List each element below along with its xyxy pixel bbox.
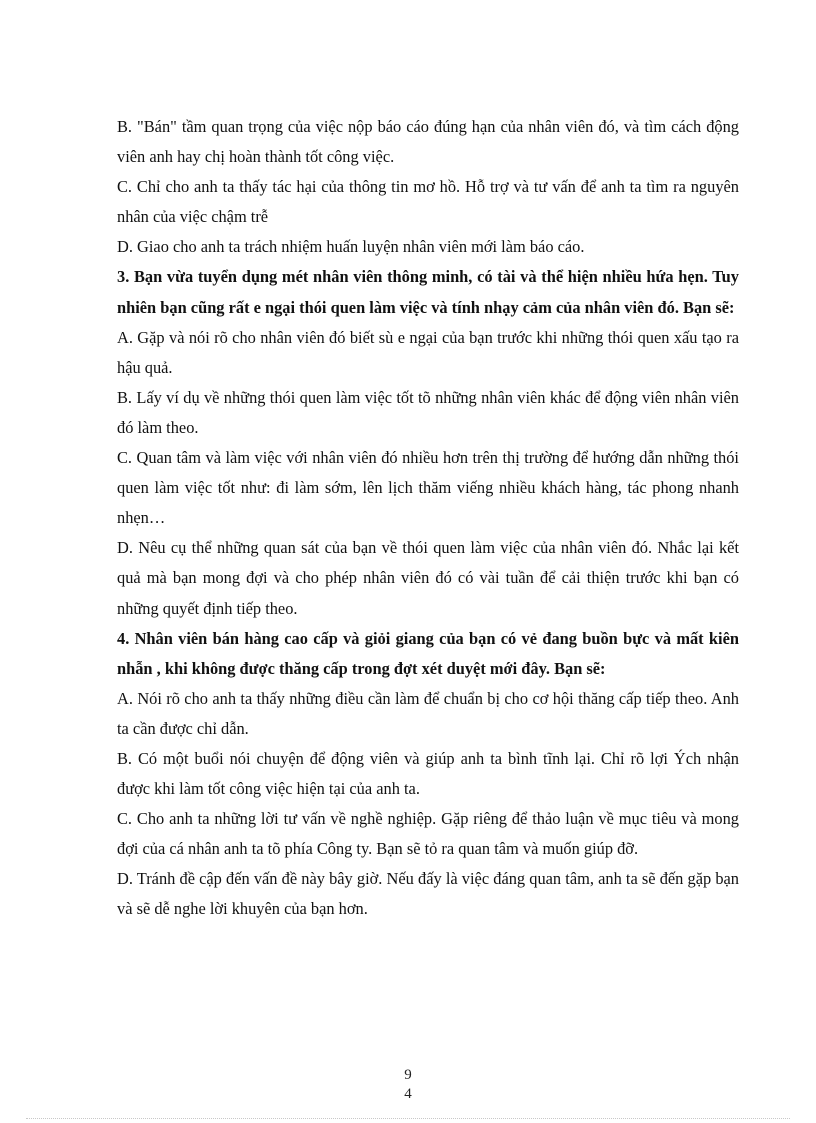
question-3-option-c: C. Quan tâm và làm việc với nhân viên đó nhiều hơn trên thị trường để hướng dẫn những thói quen làm việc tốt như: đi làm sớm, lên lịch thăm viếng nhiều khách hàng, tác phong nhanh nhẹn…: [117, 448, 739, 528]
question-4-option-a: A. Nói rõ cho anh ta thấy những điều cần làm để chuẩn bị cho cơ hội thăng cấp tiếp theo. Anh ta cần được chỉ dẫn.: [117, 688, 739, 738]
option-c-previous: C. Chỉ cho anh ta thấy tác hại của thông tin mơ hồ. Hỗ trợ và tư vấn để anh ta tìm ra nguyên nhân của việc chậm trễ: [117, 177, 739, 227]
page-number: [0, 1066, 816, 1104]
question-3: 3. Bạn vừa tuyển dụng mét nhân viên thông minh, có tài và thể hiện nhiều hứa hẹn. Tuy nhiên bạn cũng rất e ngại thói quen làm việc và tính nhạy cảm của nhân viên đó. Bạn sẽ:: [117, 267, 739, 317]
question-3-option-a: A. Gặp và nói rõ cho nhân viên đó biết sù e ngại của bạn trước khi những thói quen xấu tạo ra hậu quả.: [117, 327, 739, 377]
page-number-line-2: 4: [404, 1086, 412, 1102]
question-4-option-b: B. Có một buổi nói chuyện để động viên và giúp anh ta bình tĩnh lại. Chỉ rõ lợi Ých nhận được khi làm tốt công việc hiện tại của anh ta.: [117, 748, 739, 799]
option-d-previous: D. Giao cho anh ta trách nhiệm huấn luyện nhân viên mới làm báo cáo.: [117, 237, 585, 257]
question-3-option-d: D. Nêu cụ thể những quan sát của bạn về thói quen làm việc của nhân viên đó. Nhắc lại kết quả mà bạn mong đợi và cho phép nhân viên đó có vài tuần để cải thiện trước khi bạn có những quyết định tiếp theo.: [117, 538, 739, 618]
page-number-line-1: 9: [404, 1067, 412, 1083]
document-page: [117, 112, 739, 925]
question-4-option-d: D. Tránh đề cập đến vấn đề này bây giờ. Nếu đấy là việc đáng quan tâm, anh ta sẽ đến gặp bạn và sẽ dễ nghe lời khuyên của bạn hơn.: [117, 869, 739, 919]
option-b-previous: B. "Bán" tầm quan trọng của việc nộp báo cáo đúng hạn của nhân viên đó, và tìm cách động viên anh hay chị hoàn thành tốt công việc.: [117, 117, 739, 167]
question-4: 4. Nhân viên bán hàng cao cấp và giỏi giang của bạn có vẻ đang buồn bực và mất kiên nhẫn , khi không được thăng cấp trong đợt xét duyệt mới đây. Bạn sẽ:: [117, 628, 739, 678]
question-3-option-b: B. Lấy ví dụ về những thói quen làm việc tốt tõ những nhân viên khác để động viên nhân viên đó làm theo.: [117, 387, 739, 437]
footer-divider: [26, 1118, 790, 1119]
question-4-option-c: C. Cho anh ta những lời tư vấn về nghề nghiệp. Gặp riêng để thảo luận về mục tiêu và mong đợi của cá nhân anh ta tõ phía Công ty. Bạn sẽ tỏ ra quan tâm và muốn giúp đỡ.: [117, 809, 739, 859]
